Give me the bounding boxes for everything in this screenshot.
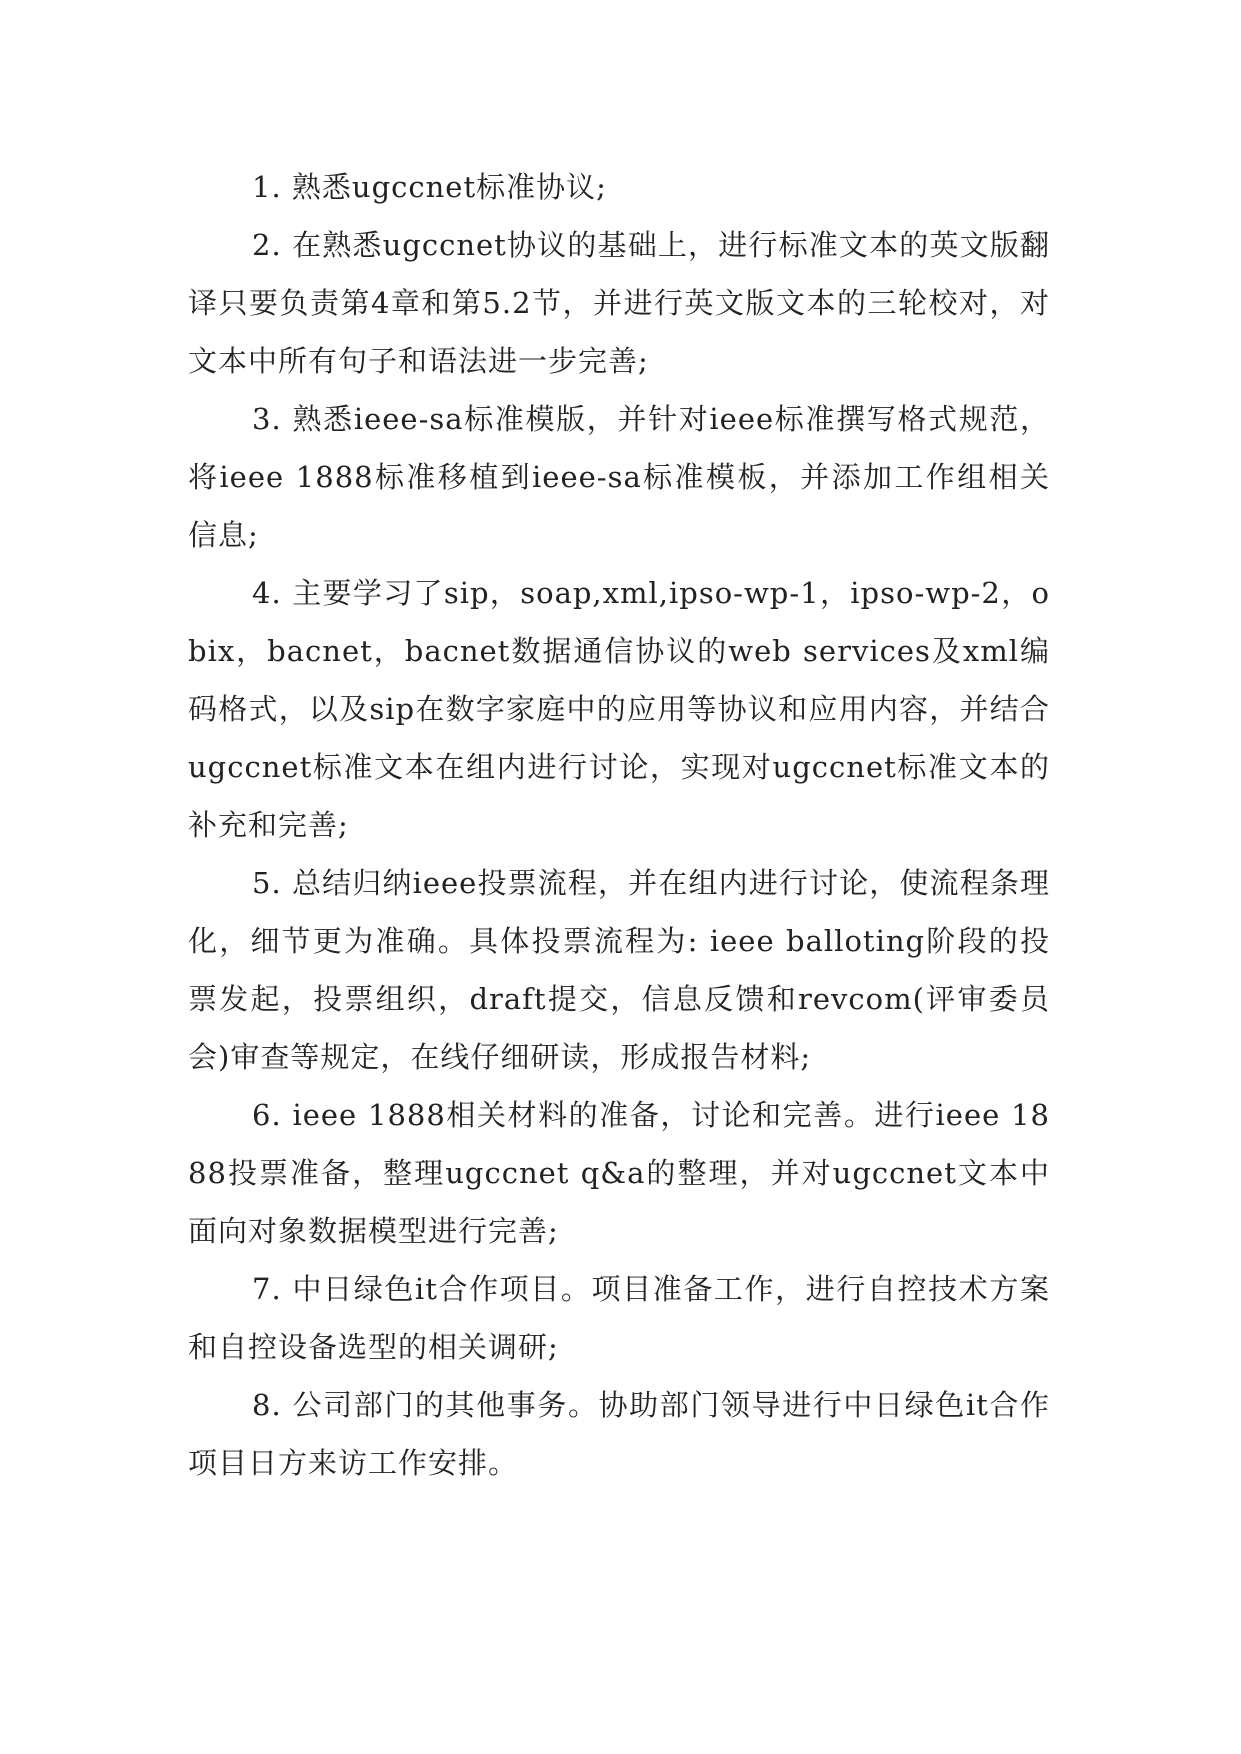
- list-item-8: 8. 公司部门的其他事务。协助部门领导进行中日绿色it合作项目日方来访工作安排。: [188, 1388, 1050, 1480]
- list-item-7: 7. 中日绿色it合作项目。项目准备工作，进行自控技术方案和自控设备选型的相关调研;: [188, 1272, 1050, 1364]
- list-item-5: 5. 总结归纳ieee投票流程，并在组内进行讨论，使流程条理化，细节更为准确。具体投票流程为: ieee balloting阶段的投票发起，投票组织，draft提交，信息反馈和revcom(评审委员会)审查等规定，在线仔细研读，形成报告材料;: [188, 866, 1050, 1074]
- list-item-2: 2. 在熟悉ugccnet协议的基础上，进行标准文本的英文版翻译只要负责第4章和第5.2节，并进行英文版文本的三轮校对，对文本中所有句子和语法进一步完善;: [188, 228, 1050, 378]
- document-body: [188, 158, 1050, 1492]
- list-item-3: 3. 熟悉ieee-sa标准模版，并针对ieee标准撰写格式规范，将ieee 1888标准移植到ieee-sa标准模板，并添加工作组相关信息;: [188, 402, 1050, 552]
- list-item-6: 6. ieee 1888相关材料的准备，讨论和完善。进行ieee 1888投票准备，整理ugccnet q&a的整理，并对ugccnet文本中面向对象数据模型进行完善;: [188, 1098, 1050, 1248]
- list-item-1: 1. 熟悉ugccnet标准协议;: [252, 170, 607, 204]
- list-item-4: 4. 主要学习了sip，soap,xml,ipso-wp-1，ipso-wp-2，obix，bacnet，bacnet数据通信协议的web services及xml编码格式，以及sip在数字家庭中的应用等协议和应用内容，并结合ugccnet标准文本在组内进行讨论，实现对ugccnet标准文本的补充和完善;: [188, 576, 1050, 842]
